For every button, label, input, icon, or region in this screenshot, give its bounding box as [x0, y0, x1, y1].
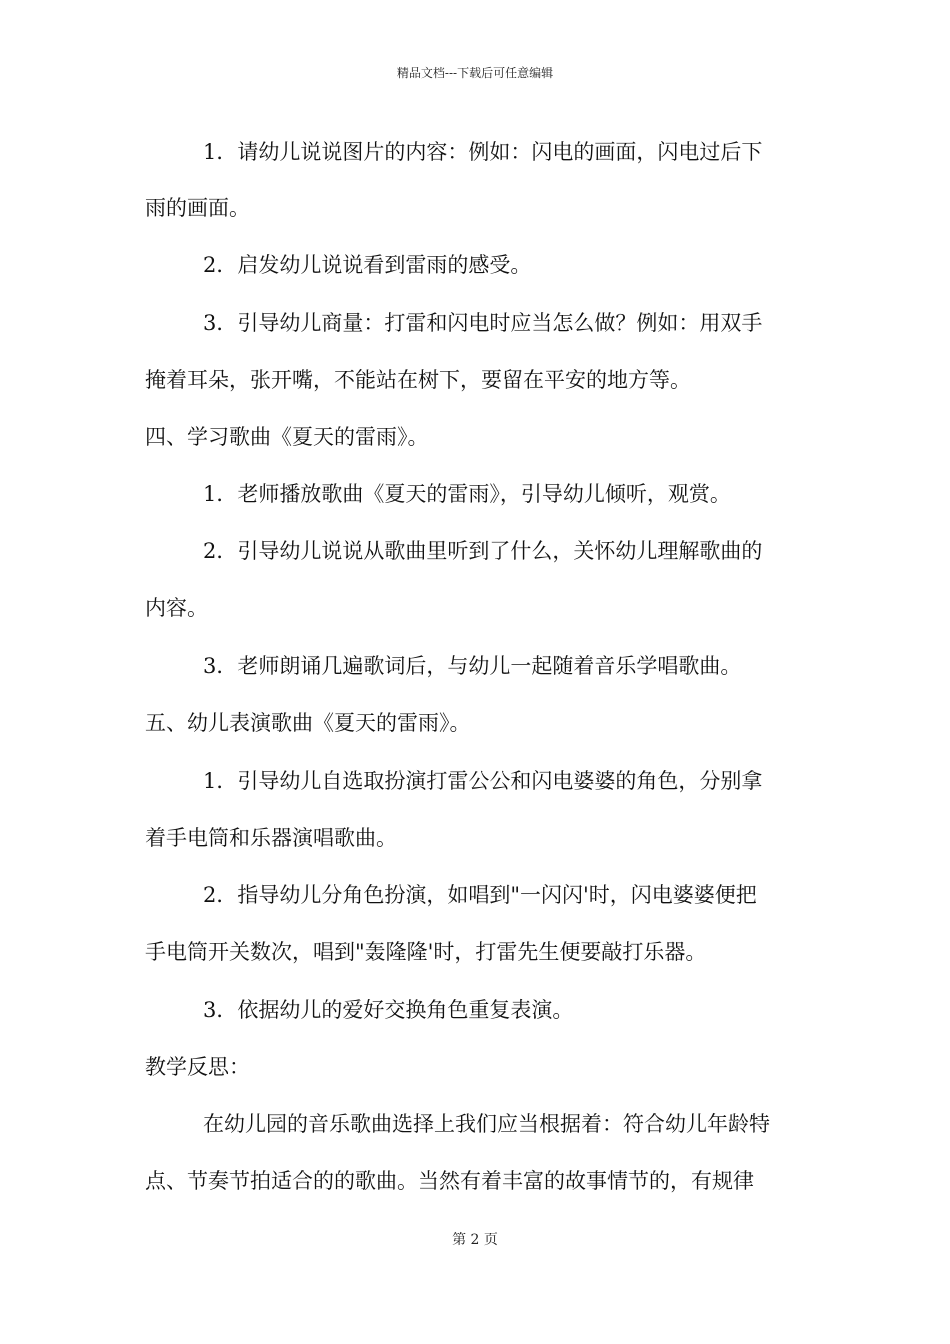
- text-line: 内容。: [145, 596, 208, 620]
- text-line: 3．引导幼儿商量：打雷和闪电时应当怎么做？例如：用双手: [203, 311, 763, 335]
- text-line: 点、节奏节拍适合的的歌曲。当然有着丰富的故事情节的，有规律: [145, 1169, 754, 1193]
- text-line: 着手电筒和乐器演唱歌曲。: [145, 826, 397, 850]
- page-number: 第 2 页: [452, 1232, 498, 1248]
- section-heading: 五、幼儿表演歌曲《夏天的雷雨》。: [145, 711, 471, 735]
- text-line: 3．依据幼儿的爱好交换角色重复表演。: [203, 998, 574, 1022]
- section-heading: 四、学习歌曲《夏天的雷雨》。: [145, 425, 429, 449]
- text-line: 2．指导幼儿分角色扮演，如唱到"一闪闪'时，闪电婆婆便把: [203, 883, 757, 907]
- text-line: 手电筒开关数次，唱到"轰隆隆'时，打雷先生便要敲打乐器。: [145, 940, 707, 964]
- text-line: 2．引导幼儿说说从歌曲里听到了什么，关怀幼儿理解歌曲的: [203, 539, 763, 563]
- text-line: 3．老师朗诵几遍歌词后，与幼儿一起随着音乐学唱歌曲。: [203, 654, 742, 678]
- text-line: 1．请幼儿说说图片的内容：例如：闪电的画面，闪电过后下: [203, 140, 763, 164]
- text-line: 2．启发幼儿说说看到雷雨的感受。: [203, 253, 532, 277]
- text-line: 1．引导幼儿自选取扮演打雷公公和闪电婆婆的角色，分别拿: [203, 769, 763, 793]
- text-line: 雨的画面。: [145, 196, 250, 220]
- section-heading: 教学反思：: [145, 1055, 250, 1079]
- text-line: 在幼儿园的音乐歌曲选择上我们应当根据着：符合幼儿年龄特: [203, 1112, 770, 1136]
- text-line: 1．老师播放歌曲《夏天的雷雨》，引导幼儿倾听，观赏。: [203, 482, 731, 506]
- page-header: 精品文档---下载后可任意编辑: [396, 66, 554, 80]
- text-line: 掩着耳朵，张开嘴，不能站在树下，要留在平安的地方等。: [145, 368, 691, 392]
